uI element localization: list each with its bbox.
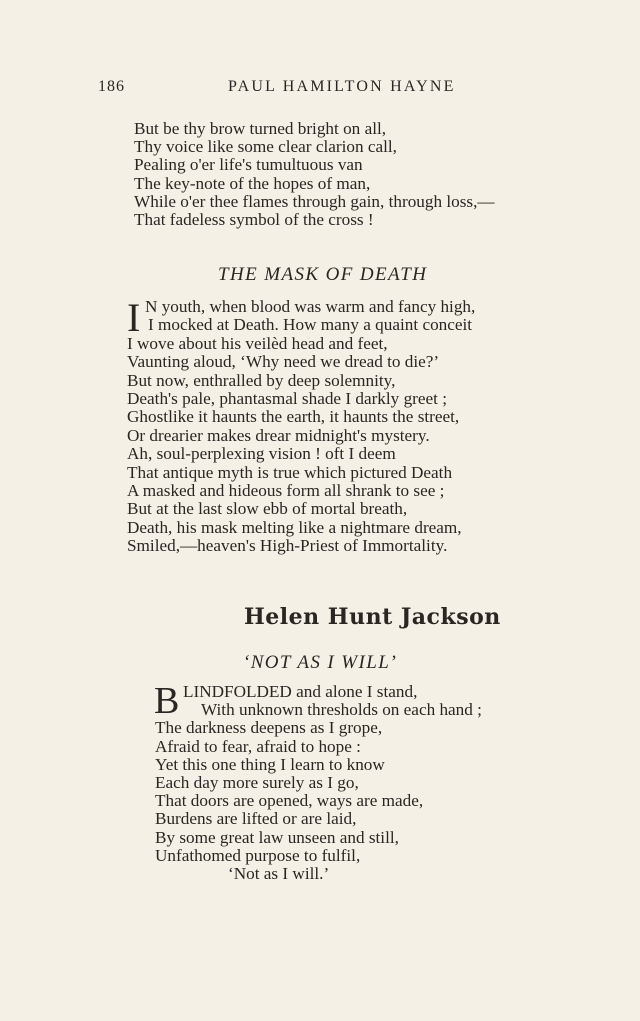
- poem-line: I wove about his veilèd head and feet,: [127, 333, 388, 353]
- poem-line: ‘Not as I will.’: [228, 864, 330, 884]
- poem-line: N youth, when blood was warm and fancy high,: [145, 297, 476, 316]
- page-number: 186: [98, 78, 125, 95]
- poem-line: LINDFOLDED and alone I stand,: [183, 682, 418, 701]
- poem-line: Each day more surely as I go,: [155, 773, 359, 793]
- poem-line: I mocked at Death. How many a quaint conceit: [148, 315, 473, 335]
- poem-line: But be thy brow turned bright on all,: [134, 119, 387, 138]
- poem-line: Yet this one thing I learn to know: [155, 754, 385, 774]
- poem-mask-of-death: [127, 295, 476, 556]
- poem-line: Ah, soul-perplexing vision ! oft I deem: [127, 444, 396, 464]
- poem-line: Burdens are lifted or are laid,: [155, 809, 357, 829]
- poem-not-as-i-will: [154, 680, 482, 884]
- poem-title-mask-of-death: THE MASK OF DEATH: [218, 264, 428, 285]
- poem-line: Death, his mask melting like a nightmare dream,: [127, 517, 462, 537]
- poem-line: With unknown thresholds on each hand ;: [201, 700, 482, 720]
- poem-line: Death's pale, phantasmal shade I darkly greet ;: [127, 389, 447, 409]
- poem-line: Thy voice like some clear clarion call,: [134, 137, 397, 157]
- poem-line: That doors are opened, ways are made,: [155, 791, 424, 811]
- poem-line: By some great law unseen and still,: [155, 827, 399, 847]
- poem-line: Smiled,—heaven's High-Priest of Immortality.: [127, 536, 448, 556]
- poem-line: The key-note of the hopes of man,: [134, 173, 371, 193]
- poem-line: Unfathomed purpose to fulfil,: [155, 845, 361, 865]
- poem-line: Or drearier makes drear midnight's mystery.: [127, 425, 430, 445]
- poem-line: That fadeless symbol of the cross !: [134, 210, 374, 230]
- poem-line: While o'er thee flames through gain, through loss,—: [134, 191, 495, 211]
- previous-poem-ending: [134, 120, 495, 229]
- poem-line: That antique myth is true which pictured Death: [127, 462, 453, 482]
- drop-cap: I: [127, 295, 141, 340]
- poem-line: The darkness deepens as I grope,: [155, 718, 383, 738]
- poem-line: But now, enthralled by deep solemnity,: [127, 370, 396, 390]
- poem-line: A masked and hideous form all shrank to see ;: [127, 481, 445, 501]
- poem-line: Vaunting aloud, ‘Why need we dread to die?’: [127, 352, 440, 372]
- poem-line: But at the last slow ebb of mortal breath,: [127, 499, 408, 519]
- drop-cap: B: [154, 680, 180, 722]
- running-head: [0, 78, 640, 100]
- poem-line: Ghostlike it haunts the earth, it haunts the street,: [127, 407, 460, 427]
- running-title: PAUL HAMILTON HAYNE: [228, 78, 456, 95]
- poem-line: Pealing o'er life's tumultuous van: [134, 155, 363, 175]
- author-heading: Helen Hunt Jackson: [244, 604, 501, 630]
- poem-title-not-as-i-will: ‘NOT AS I WILL’: [243, 652, 398, 673]
- poem-line: Afraid to fear, afraid to hope :: [155, 736, 361, 756]
